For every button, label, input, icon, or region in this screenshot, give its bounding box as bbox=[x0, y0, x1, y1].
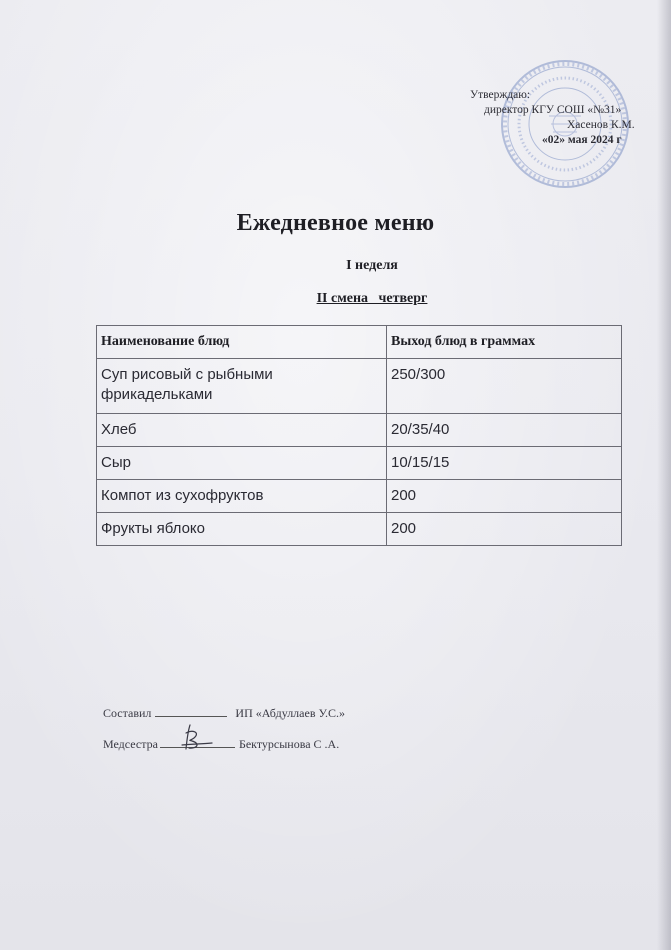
approval-line: Утверждаю: bbox=[470, 89, 531, 101]
dish-cell: Фрукты яблоко bbox=[97, 513, 387, 546]
table-row bbox=[97, 359, 622, 414]
dish-cell: Хлеб bbox=[97, 414, 387, 447]
nurse-name: Бектурсынова С .А. bbox=[238, 737, 340, 751]
shift-day-label bbox=[0, 291, 671, 307]
table-row bbox=[97, 447, 622, 480]
signature-blank bbox=[160, 737, 235, 748]
week-text: I неделя bbox=[346, 258, 398, 273]
table-row bbox=[97, 480, 622, 513]
table-row bbox=[97, 513, 622, 546]
approval-date: «02» мая 2024 г bbox=[542, 134, 622, 146]
approval-position: директор КГУ СОШ «№31» bbox=[484, 104, 622, 116]
shift-text: II смена четверг bbox=[316, 291, 428, 306]
dish-cell: Суп рисовый с рыбными фрикадельками bbox=[97, 359, 387, 414]
yield-cell: 250/300 bbox=[387, 359, 622, 414]
signature-blank bbox=[155, 706, 227, 717]
nurse-label: Медсестра bbox=[103, 737, 158, 751]
yield-cell: 200 bbox=[387, 513, 622, 546]
yield-cell: 20/35/40 bbox=[387, 414, 622, 447]
yield-cell: 200 bbox=[387, 480, 622, 513]
nurse-line bbox=[103, 737, 339, 752]
compiled-by-line bbox=[103, 706, 345, 721]
approval-director-name: Хасенов К.М. bbox=[567, 119, 635, 131]
handwritten-signature bbox=[168, 723, 214, 751]
column-header-dish: Наименование блюд bbox=[97, 326, 387, 359]
menu-table bbox=[96, 325, 622, 546]
column-header-yield: Выход блюд в граммах bbox=[387, 326, 622, 359]
page-title: Ежедневное меню bbox=[236, 210, 435, 236]
table-header-row bbox=[97, 326, 622, 359]
dish-cell: Компот из сухофруктов bbox=[97, 480, 387, 513]
week-label bbox=[0, 258, 671, 274]
approval-block bbox=[470, 88, 660, 148]
compiled-by-name: ИП «Абдуллаев У.С.» bbox=[235, 706, 346, 720]
yield-cell: 10/15/15 bbox=[387, 447, 622, 480]
compiled-by-label: Составил bbox=[103, 706, 152, 720]
table-row bbox=[97, 414, 622, 447]
dish-cell: Сыр bbox=[97, 447, 387, 480]
